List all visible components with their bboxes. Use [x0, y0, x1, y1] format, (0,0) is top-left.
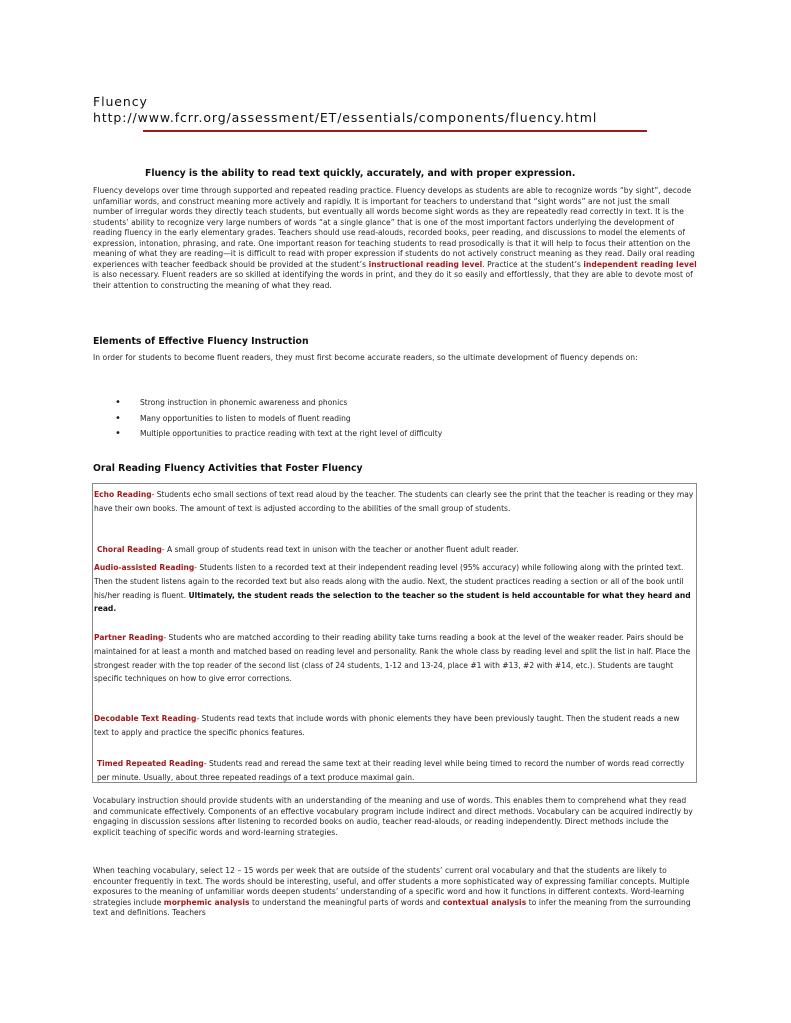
- echo-reading-entry: [94, 488, 694, 516]
- decodable-text-reading-label[interactable]: Decodable Text Reading: [94, 714, 197, 723]
- elements-text: In order for students to become fluent readers, they must first become accurate readers, so the ultimate development of fluency depends on:: [93, 353, 638, 362]
- decodable-text-reading-entry: [94, 712, 694, 740]
- list-item: [93, 395, 442, 411]
- echo-reading-label[interactable]: Echo Reading: [94, 490, 152, 499]
- timed-repeated-reading-text: - Students read and reread the same text at their reading level while being timed to record the number of words read correctly per minute. Usually, about three repeated readings of a text produce maximal gain.: [97, 759, 685, 782]
- timed-repeated-reading-label[interactable]: Timed Repeated Reading: [97, 759, 204, 768]
- intro-text-3: is also necessary. Fluent readers are so skilled at identifying the words in print, and they do it so easily and effortlessly, that they are able to devote most of their attention to constructing the meaning of what they read.: [93, 270, 693, 290]
- intro-text-2: . Practice at the student’s: [482, 259, 581, 269]
- bullet-icon: •: [115, 397, 121, 408]
- audio-assisted-reading-label[interactable]: Audio-assisted Reading: [94, 563, 195, 572]
- partner-reading-entry: [94, 631, 694, 686]
- vocab-text-c: to infer the meaning from the surrounding text and definitions. Teachers: [93, 897, 691, 918]
- lead-sentence: Fluency is the ability to read text quickly, accurately, and with proper expression.: [145, 168, 576, 179]
- page-title: [93, 94, 597, 126]
- audio-assisted-reading-emphasis: Ultimately, the student reads the selection to the teacher so the student is held accountable for what they heard and read.: [94, 590, 691, 614]
- timed-repeated-reading-entry: [97, 757, 697, 785]
- elements-heading: Elements of Effective Fluency Instruction: [93, 336, 309, 347]
- list-item-text: Strong instruction in phonemic awareness and phonics: [140, 398, 348, 407]
- decodable-text-reading-text: - Students read texts that include words with phonic elements they have been previously taught. Then the student reads a new text to apply and practice the specific phonics features.: [94, 714, 680, 737]
- instructional-reading-level-link[interactable]: instructional reading level: [368, 259, 483, 269]
- partner-reading-text: - Students who are matched according to their reading ability take turns reading a book at the level of the weaker reader. Pairs should be maintained for at least a month and matched based on reading level and personality. Rank the whole class by reading level and split the list in half. Place the strongest reader with the top reader of the second list (class of 24 students, 1-12 and 13-24, place #1 with #13, #2 with #14, etc.). Students are taught specific techniques on how to give error corrections.: [94, 633, 691, 684]
- list-item: [93, 426, 442, 442]
- choral-reading-label[interactable]: Choral Reading: [97, 545, 162, 554]
- bullet-icon: •: [115, 412, 121, 424]
- choral-reading-text: - A small group of students read text in unison with the teacher or another fluent adult reader.: [161, 545, 519, 554]
- partner-reading-label[interactable]: Partner Reading: [94, 633, 164, 642]
- choral-reading-entry: [97, 543, 697, 557]
- activities-table: [92, 483, 697, 783]
- vocab-text-b: to understand the meaningful parts of words and: [252, 897, 441, 907]
- activities-heading: Oral Reading Fluency Activities that Foster Fluency: [93, 463, 363, 474]
- vocab-text-a: When teaching vocabulary, select 12 – 15 words per week that are outside of the students’ current oral vocabulary and that the students are likely to encounter frequently in text. The words should be interesting, useful, and offer students a more sophisticated way of expressing familiar concepts. Multiple exposures to the meaning of unfamiliar words deepen students’ understanding of a specific word and how it functions in different contexts. Word-learning strategies include: [93, 866, 690, 907]
- title-text: Fluency: [93, 94, 148, 109]
- bullet-icon: •: [115, 428, 121, 439]
- audio-assisted-reading-text: - Students listen to a recorded text at their independent reading level (95% accuracy) while following along with the printed text. Then the student listens again to the recorded text but also reads along with the audio. Next, the student practices reading a section or all of the book until his/her reading is fluent.: [94, 563, 684, 600]
- contextual-analysis-link[interactable]: contextual analysis: [442, 897, 527, 907]
- morphemic-analysis-link[interactable]: morphemic analysis: [163, 897, 250, 907]
- list-item-text: Many opportunities to listen to models of fluent reading: [140, 413, 351, 423]
- intro-paragraph: [93, 186, 698, 291]
- independent-reading-level-link[interactable]: independent reading level: [583, 259, 697, 269]
- vocab-paragraph-2: [93, 866, 698, 919]
- vocab-paragraph-1: Vocabulary instruction should provide students with an understanding of the meaning and use of words. This enables them to comprehend what they read and communicate effectively. Components of an effective vocabulary program include indirect and direct methods. Vocabulary can be acquired indirectly by engaging in discussion sessions after listening to recorded books on audio, teacher read-alouds, or reading independently. Direct methods include the explicit teaching of specific words and word-learning strategies.: [93, 796, 693, 837]
- title-divider: [143, 130, 647, 132]
- elements-list: [93, 395, 442, 442]
- intro-text-1: Fluency develops over time through supported and repeated reading practice. Fluency develops as students are able to recognize words “by sight”, decode unfamiliar words, and construct meaning more actively and rapidly. It is important for teachers to understand that “sight words” are not just the small number of irregular words they directly teach students, but eventually all words become sight words as they are repeatedly read correctly in text. It is the students’ ability to recognize very large numbers of words “at a single glance” that is one of the most important factors underlying the development of reading fluency in the early elementary grades. Teachers should use read-alouds, recorded books, peer reading, and discussions to model the elements of expression, intonation, phrasing, and rate. One important reason for teaching students to read prosodically is that it will help to focus their attention on the meaning of what they are reading—it is difficult to read with proper expression if students do not actively construct meaning as they read. Daily oral reading experiences with teacher feedback should be provided at the student’s: [93, 186, 695, 269]
- echo-reading-text: - Students echo small sections of text read aloud by the teacher. The students can clearly see the print that the teacher is reading or they may have their own books. The amount of text is adjusted according to the abilities of the small group of students.: [94, 490, 694, 513]
- source-url[interactable]: http://www.fcrr.org/assessment/ET/essentials/components/fluency.html: [93, 110, 598, 125]
- list-item: [93, 411, 442, 427]
- audio-assisted-reading-entry: [94, 561, 694, 616]
- list-item-text: Multiple opportunities to practice reading with text at the right level of difficulty: [140, 429, 443, 438]
